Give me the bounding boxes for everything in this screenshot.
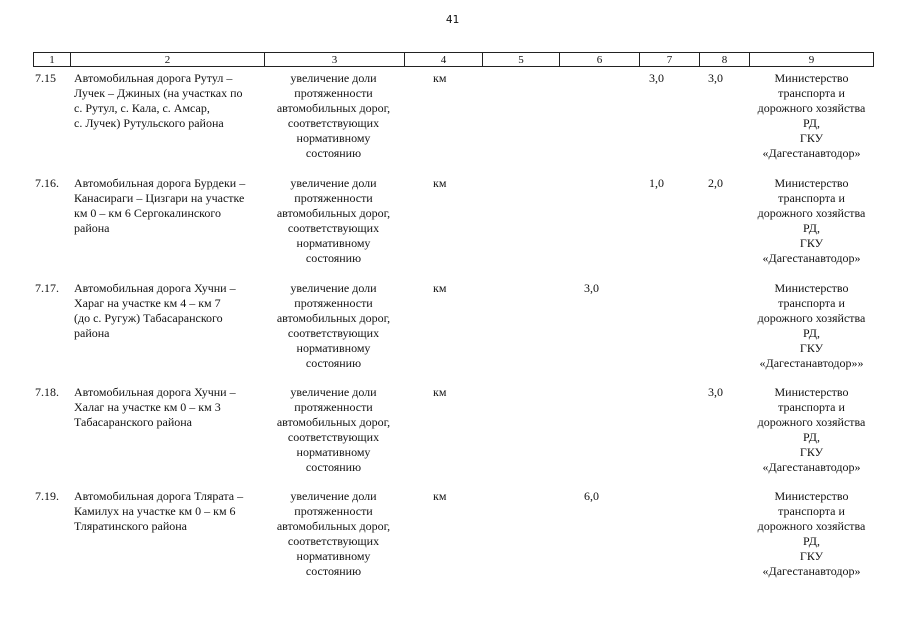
indicator-line: протяженности: [294, 86, 373, 100]
indicator-line: соответствующих: [287, 221, 380, 235]
indicator-line: увеличение доли: [290, 489, 377, 503]
indicator-line: соответствующих: [287, 326, 380, 340]
indicator-line: увеличение доли: [290, 385, 377, 399]
road-name-line: Хараг на участке км 4 – км 7: [74, 296, 221, 310]
responsible-line: ГКУ: [799, 549, 824, 563]
header-col-7: 7: [640, 53, 700, 66]
unit: км: [433, 489, 447, 503]
responsible-line: «Дагестанавтодор»: [762, 251, 861, 265]
value-col-8: 3,0: [708, 71, 723, 85]
responsible-line: дорожного хозяйства: [757, 101, 866, 115]
road-name-line: Табасаранского района: [74, 415, 193, 429]
indicator-line: увеличение доли: [290, 176, 377, 190]
indicator-line: автомобильных дорог,: [276, 101, 391, 115]
responsible-line: РД,: [803, 326, 820, 340]
indicator-line: нормативному: [296, 236, 371, 250]
road-name-line: Автомобильная дорога Хучни –: [74, 281, 236, 295]
responsible-line: ГКУ: [799, 341, 824, 355]
road-name-line: с. Рутул, с. Кала, с. Амсар,: [74, 101, 210, 115]
road-name-line: Канасираги – Цизгари на участке: [74, 191, 245, 205]
indicator: [266, 385, 401, 475]
indicator: [266, 489, 401, 579]
responsible-line: Министерство: [774, 489, 849, 503]
row-number: 7.18.: [35, 385, 59, 399]
indicator: [266, 176, 401, 266]
header-col-3: 3: [265, 53, 405, 66]
header-col-2: 2: [71, 53, 265, 66]
table-header: [33, 52, 874, 67]
indicator-line: протяженности: [294, 400, 373, 414]
indicator-line: соответствующих: [287, 534, 380, 548]
indicator-line: автомобильных дорог,: [276, 311, 391, 325]
responsible: [744, 281, 879, 371]
responsible-line: транспорта и: [778, 191, 845, 205]
header-col-4: 4: [405, 53, 483, 66]
responsible-line: ГКУ: [799, 131, 824, 145]
indicator-line: состоянию: [305, 564, 362, 578]
road-name: [74, 281, 262, 341]
responsible-line: «Дагестанавтодор»»: [759, 356, 864, 370]
unit: км: [433, 281, 447, 295]
page-number: 41: [445, 13, 460, 26]
indicator-line: нормативному: [296, 341, 371, 355]
road-name: [74, 489, 262, 534]
row-number: 7.15: [35, 71, 56, 85]
road-name-line: Автомобильная дорога Рутул –: [74, 71, 233, 85]
road-name-line: района: [74, 221, 110, 235]
indicator-line: состоянию: [305, 460, 362, 474]
responsible-line: транспорта и: [778, 504, 845, 518]
indicator-line: состоянию: [305, 356, 362, 370]
value-col-7: 3,0: [649, 71, 664, 85]
responsible-line: Министерство: [774, 385, 849, 399]
indicator: [266, 71, 401, 161]
road-name-line: с. Лучек) Рутульского района: [74, 116, 224, 130]
unit: км: [433, 385, 447, 399]
road-name-line: Камилух на участке км 0 – км 6: [74, 504, 236, 518]
responsible-line: РД,: [803, 534, 820, 548]
unit: км: [433, 176, 447, 190]
responsible-line: дорожного хозяйства: [757, 415, 866, 429]
value-col-6: 6,0: [584, 489, 599, 503]
indicator-line: протяженности: [294, 296, 373, 310]
indicator-line: нормативному: [296, 445, 371, 459]
indicator-line: нормативному: [296, 549, 371, 563]
value-col-7: 1,0: [649, 176, 664, 190]
indicator-line: протяженности: [294, 504, 373, 518]
responsible-line: дорожного хозяйства: [757, 519, 866, 533]
header-col-5: 5: [483, 53, 560, 66]
indicator-line: увеличение доли: [290, 71, 377, 85]
unit: км: [433, 71, 447, 85]
indicator-line: соответствующих: [287, 430, 380, 444]
road-name-line: км 0 – км 6 Сергокалинского: [74, 206, 222, 220]
responsible: [744, 176, 879, 266]
responsible-line: транспорта и: [778, 400, 845, 414]
road-name: [74, 385, 262, 430]
responsible-line: транспорта и: [778, 86, 845, 100]
indicator-line: автомобильных дорог,: [276, 415, 391, 429]
road-name-line: Халаг на участке км 0 – км 3: [74, 400, 221, 414]
responsible-line: «Дагестанавтодор»: [762, 146, 861, 160]
responsible: [744, 489, 879, 579]
responsible: [744, 385, 879, 475]
responsible-line: Министерство: [774, 176, 849, 190]
header-col-9: 9: [808, 54, 815, 66]
indicator-line: протяженности: [294, 191, 373, 205]
road-name-line: Автомобильная дорога Хучни –: [74, 385, 236, 399]
responsible-line: РД,: [803, 221, 820, 235]
responsible-line: ГКУ: [799, 236, 824, 250]
indicator: [266, 281, 401, 371]
responsible-line: транспорта и: [778, 296, 845, 310]
indicator-line: увеличение доли: [290, 281, 377, 295]
responsible-line: ГКУ: [799, 445, 824, 459]
road-name-line: Лучек – Джиных (на участках по: [74, 86, 243, 100]
indicator-line: автомобильных дорог,: [276, 519, 391, 533]
indicator-line: состоянию: [305, 146, 362, 160]
responsible-line: дорожного хозяйства: [757, 206, 866, 220]
responsible-line: «Дагестанавтодор»: [762, 460, 861, 474]
header-col-1: 1: [34, 53, 71, 66]
indicator-line: соответствующих: [287, 116, 380, 130]
value-col-8: 3,0: [708, 385, 723, 399]
road-name-line: района: [74, 326, 110, 340]
responsible-line: РД,: [803, 430, 820, 444]
indicator-line: автомобильных дорог,: [276, 206, 391, 220]
responsible-line: Министерство: [774, 71, 849, 85]
row-number: 7.17.: [35, 281, 59, 295]
road-name-line: (до с. Ругуж) Табасаранского: [74, 311, 223, 325]
row-number: 7.16.: [35, 176, 59, 190]
road-name: [74, 71, 262, 131]
road-name-line: Тляратинского района: [74, 519, 188, 533]
responsible-line: дорожного хозяйства: [757, 311, 866, 325]
road-name: [74, 176, 262, 236]
indicator-line: нормативному: [296, 131, 371, 145]
road-name-line: Автомобильная дорога Тлярата –: [74, 489, 244, 503]
responsible-line: РД,: [803, 116, 820, 130]
indicator-line: состоянию: [305, 251, 362, 265]
header-col-6: 6: [560, 53, 640, 66]
value-col-6: 3,0: [584, 281, 599, 295]
header-col-8: 8: [700, 53, 750, 66]
responsible-line: «Дагестанавтодор»: [762, 564, 861, 578]
road-name-line: Автомобильная дорога Бурдеки –: [74, 176, 246, 190]
responsible-line: Министерство: [774, 281, 849, 295]
responsible: [744, 71, 879, 161]
value-col-8: 2,0: [708, 176, 723, 190]
row-number: 7.19.: [35, 489, 59, 503]
